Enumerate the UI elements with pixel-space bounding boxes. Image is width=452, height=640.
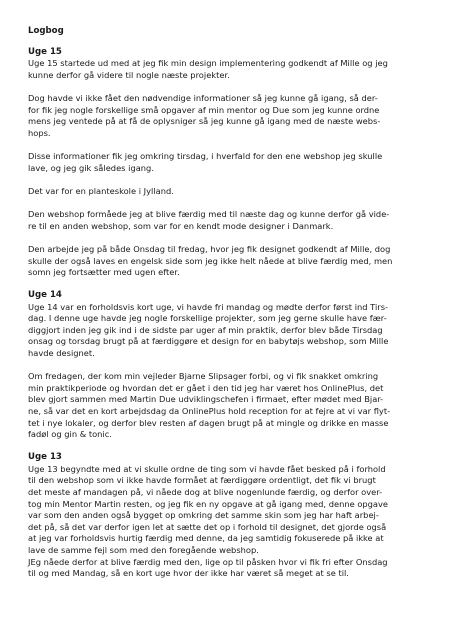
week-heading: Uge 13	[28, 452, 62, 463]
document-title: Logbog	[28, 26, 64, 36]
week-heading: Uge 14	[28, 290, 62, 301]
week-section-14	[28, 290, 452, 441]
paragraph: Det var for en planteskole i Jylland.	[28, 185, 174, 196]
paragraph: Den arbejde jeg på både Onsdag til fredag, hvor jeg fik designet godkendt af Mille, dog skulle der også laves en engelsk side som jeg ikke helt nåede at blive færdig med, men somn jeg fortsætter med ugen efter.	[28, 243, 393, 278]
paragraph: Uge 13 begyndte med at vi skulle ordne de ting som vi havde fået besked på i forhold til den webshop som vi ikke havde formået at færdiggøre ordentligt, det fik vi brugt det meste af mandagen på, vi nåede dog at blive nogenlunde færdig, og derfor over- tog min Mentor Martin resten, og jeg fik en ny opgave at gå igang med, denne opgave var som den anden også bygget op omkring det samme skin som jeg har haft arbej- det på, så det var derfor igen let at sætte det op i forhold til designet, det gjorde også at jeg var forholdsvis hurtig færdig med denne, da jeg samtidig fokuserede på ikke at lave de samme fejl som med den foregående webshop. JEg nåede derfor at blive færdig med den, lige op til påsken hvor vi fik fri efter Onsdag til og med Mandag, så en kort uge hvor der ikke har været så meget at se til.	[28, 463, 389, 579]
paragraph: Disse informationer fik jeg omkring tirsdag, i hverfald for den ene webshop jeg skulle lave, og jeg gik således igang.	[28, 151, 383, 173]
paragraph: Uge 14 var en forholdsvis kort uge, vi havde fri mandag og mødte derfor først ind Tirs- dag. I denne uge havde jeg nogle forskellige projekter, som jeg gerne skulle have fær- diggjort inden jeg gik ind i de sidste par uger af min praktik, derfor blev både Tirsdag onsag og torsdag brugt på at færdiggøre et design for en babytøjs webshop, som Mille havde designet.	[28, 301, 389, 359]
paragraph: Den webshop formåede jeg at blive færdig med til næste dag og kunne derfor gå vide- re til en anden webshop, som var for en kendt mode designer i Danmark.	[28, 209, 390, 231]
paragraph: Om fredagen, der kom min vejleder Bjarne Slipsager forbi, og vi fik snakket omkring min praktikperiode og hvordan det er gået i den tid jeg har været hos OnlinePlus, det blev gjort sammen med Martin Due udviklingschefen i firmaet, efter mødet med Bjar- ne, så var det en kort arbejdsdag da OnlinePlus hold reception for at fejre at vi var flyt- tet i nye lokaler, og derfor blev resten af dagen brugt på at mingle og drikke en masse fadøl og gin & tonic.	[28, 371, 391, 440]
week-heading: Uge 15	[28, 47, 62, 57]
week-section-15	[28, 47, 452, 279]
paragraph: Uge 15 startede ud med at jeg fik min design implementering godkendt af Mille og jeg kunne derfor gå videre til nogle næste projekter.	[28, 58, 388, 80]
paragraph: Dog havde vi ikke fået den nødvendige informationer så jeg kunne gå igang, så der- for fik jeg nogle forskellige små opgaver af min mentor og Due som jeg kunne ordne mens jeg ventede på at få de oplysniger så jeg kunne gå igang med de næste webs- hops.	[28, 93, 381, 138]
week-section-13	[28, 452, 452, 579]
